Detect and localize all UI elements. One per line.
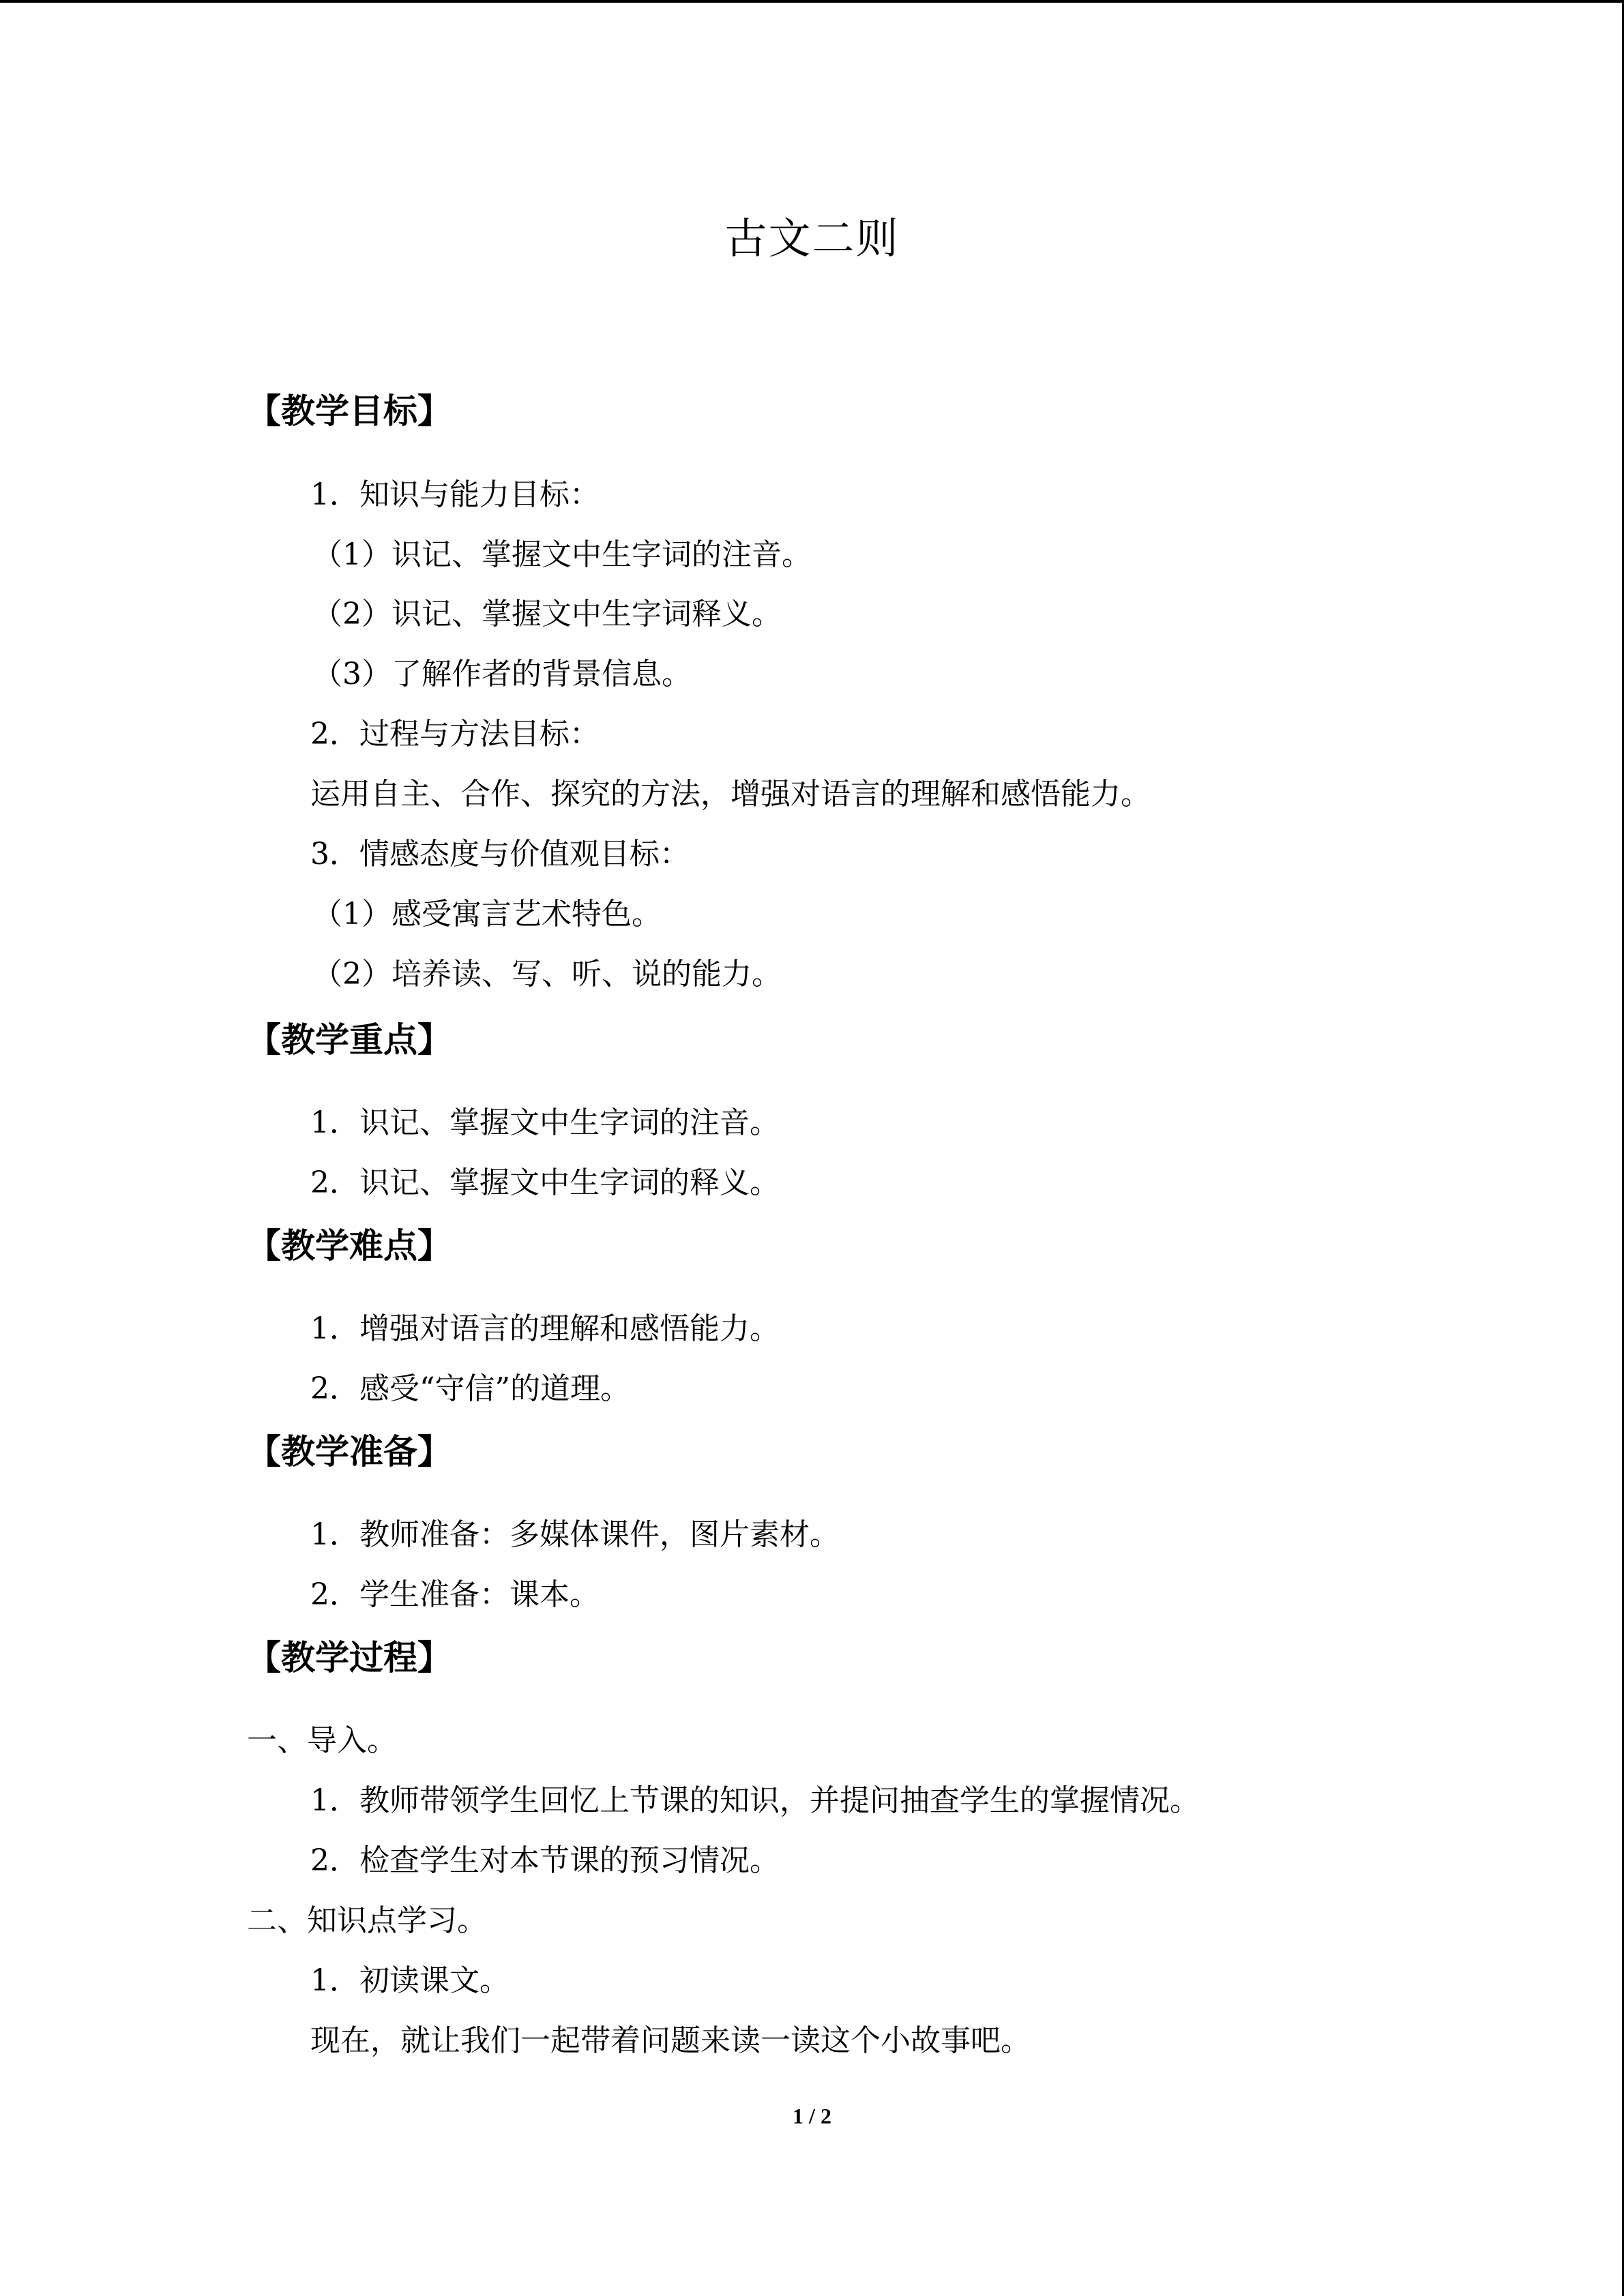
goals-line: （1）感受寓言艺术特色。: [312, 897, 662, 931]
goals-line: 3．情感态度与价值观目标：: [310, 837, 690, 871]
heading-teaching-goals: 【教学目标】: [247, 391, 452, 431]
difficulties-line: 2．感受“守信”的道理。: [310, 1371, 630, 1406]
goals-line: （2）培养读、写、听、说的能力。: [312, 957, 782, 992]
difficulties-line: 1．增强对语言的理解和感悟能力。: [310, 1311, 780, 1346]
heading-key-points: 【教学重点】: [247, 1020, 452, 1060]
heading-difficulties: 【教学难点】: [247, 1226, 452, 1266]
goals-line: 运用自主、合作、探究的方法，增强对语言的理解和感悟能力。: [310, 777, 1151, 811]
preparation-line: 1．教师准备：多媒体课件，图片素材。: [310, 1517, 840, 1552]
goals-line: （3）了解作者的背景信息。: [312, 657, 692, 691]
key-points-line: 1．识记、掌握文中生字词的注音。: [310, 1105, 780, 1140]
goals-line: 1．知识与能力目标：: [310, 477, 600, 512]
process-part-heading: 一、导入。: [247, 1723, 397, 1758]
page-border-top: [0, 0, 1624, 3]
key-points-line: 2．识记、掌握文中生字词的释义。: [310, 1165, 780, 1200]
goals-line: （2）识记、掌握文中生字词释义。: [312, 597, 782, 631]
document-title: 古文二则: [724, 213, 900, 263]
preparation-line: 2．学生准备：课本。: [310, 1577, 600, 1612]
process-line: 1．初读课文。: [310, 1963, 510, 1998]
goals-line: （1）识记、掌握文中生字词的注音。: [312, 537, 812, 572]
page-number: 1 / 2: [793, 2104, 831, 2128]
heading-process: 【教学过程】: [247, 1638, 452, 1678]
heading-preparation: 【教学准备】: [247, 1432, 452, 1472]
goals-line: 2．过程与方法目标：: [310, 717, 600, 751]
process-line: 2．检查学生对本节课的预习情况。: [310, 1843, 780, 1878]
process-line: 现在，就让我们一起带着问题来读一读这个小故事吧。: [310, 2023, 1031, 2058]
process-part-heading: 二、知识点学习。: [247, 1903, 487, 1938]
process-line: 1．教师带领学生回忆上节课的知识，并提问抽查学生的掌握情况。: [310, 1783, 1200, 1818]
